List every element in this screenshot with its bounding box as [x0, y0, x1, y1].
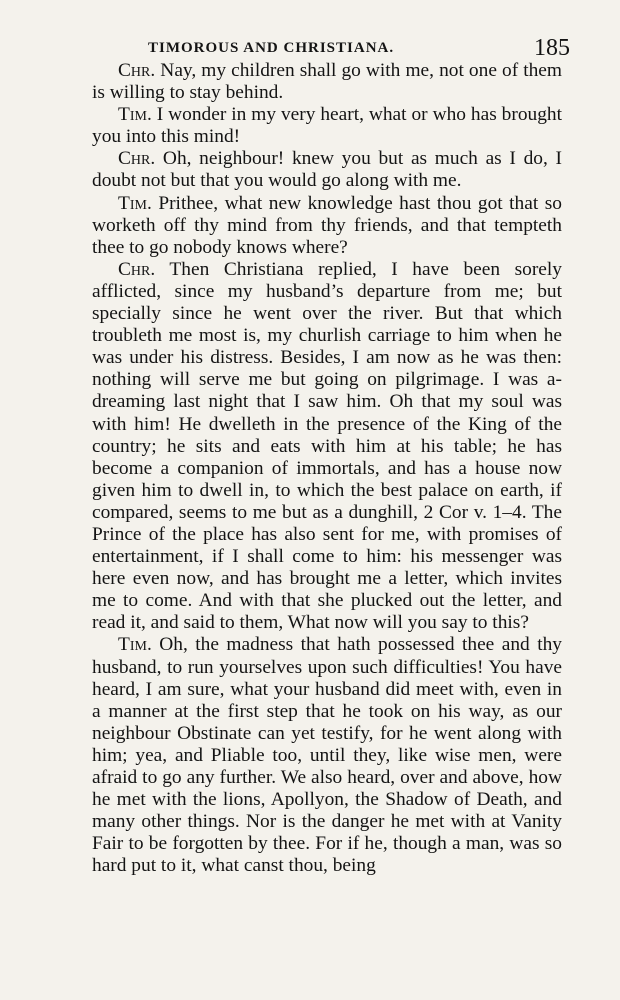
paragraph-text: I wonder in my very heart, what or who has brought you into this mind! — [92, 104, 562, 148]
paragraph-text: Prithee, what new knowledge hast thou got that so worketh off thy mind from thy friends, and that tempteth thee to go nobody knows where? — [92, 192, 562, 258]
speaker-name: Chr. — [118, 258, 156, 280]
paragraph-text: Nay, my children shall go with me, not one of them is willing to stay behind. — [92, 60, 562, 104]
speaker-name: Chr. — [118, 148, 156, 170]
speaker-name: Tim. — [118, 192, 152, 214]
running-title: TIMOROUS AND CHRISTIANA. — [148, 40, 395, 56]
dialogue-paragraph — [92, 193, 562, 259]
dialogue-paragraph — [92, 259, 562, 635]
dialogue-paragraph — [92, 148, 562, 192]
paragraph-text: Oh, the madness that hath possessed thee and thy husband, to run yourselves upon such difficulties! You have heard, I am sure, what your husband did meet with, even in a manner at the first step that he took on his way, as our neighbour Obstinate can yet testify, for he went along with him; yea, and Pliable too, until they, like wise men, were afraid to go any further. We also heard, over and above, how he met with the lions, Apollyon, the Shadow of Death, and many other things. Nor is the danger he met with at Vanity Fair to be forgotten by thee. For if he, though a man, was so hard put to it, what canst thou, being — [92, 634, 562, 877]
page-body — [92, 60, 562, 877]
dialogue-paragraph — [92, 104, 562, 148]
paragraph-text: Then Christiana replied, I have been sorely afflicted, since my husband’s departure from me; but specially since he went over the river. But that which troubleth me most is, my churlish carriage to him when he was under his distress. Besides, I am now as he was then: nothing will serve me but going on pilgrimage. I was a-dreaming last night that I saw him. Oh that my soul was with him! He dwelleth in the presence of the King of the country; he sits and eats with him at his table; he has become a companion of immortals, and has a house now given him to dwell in, to which the best palace on earth, if compared, seems to me but as a dunghill, 2 Cor v. 1–4. The Prince of the place has also sent for me, with promises of entertainment, if I shall come to him: his messenger was here even now, and has brought me a letter, which invites me to come. And with that she plucked out the letter, and read it, and said to them, What now will you say to this? — [92, 258, 562, 634]
dialogue-paragraph — [92, 634, 562, 877]
page-number: 185 — [534, 35, 570, 61]
speaker-name: Tim. — [118, 634, 152, 656]
dialogue-paragraph — [92, 60, 562, 104]
speaker-name: Chr. — [118, 60, 156, 81]
speaker-name: Tim. — [118, 104, 152, 126]
paragraph-text: Oh, neighbour! knew you but as much as I do, I doubt not but that you would go along with me. — [92, 148, 562, 192]
